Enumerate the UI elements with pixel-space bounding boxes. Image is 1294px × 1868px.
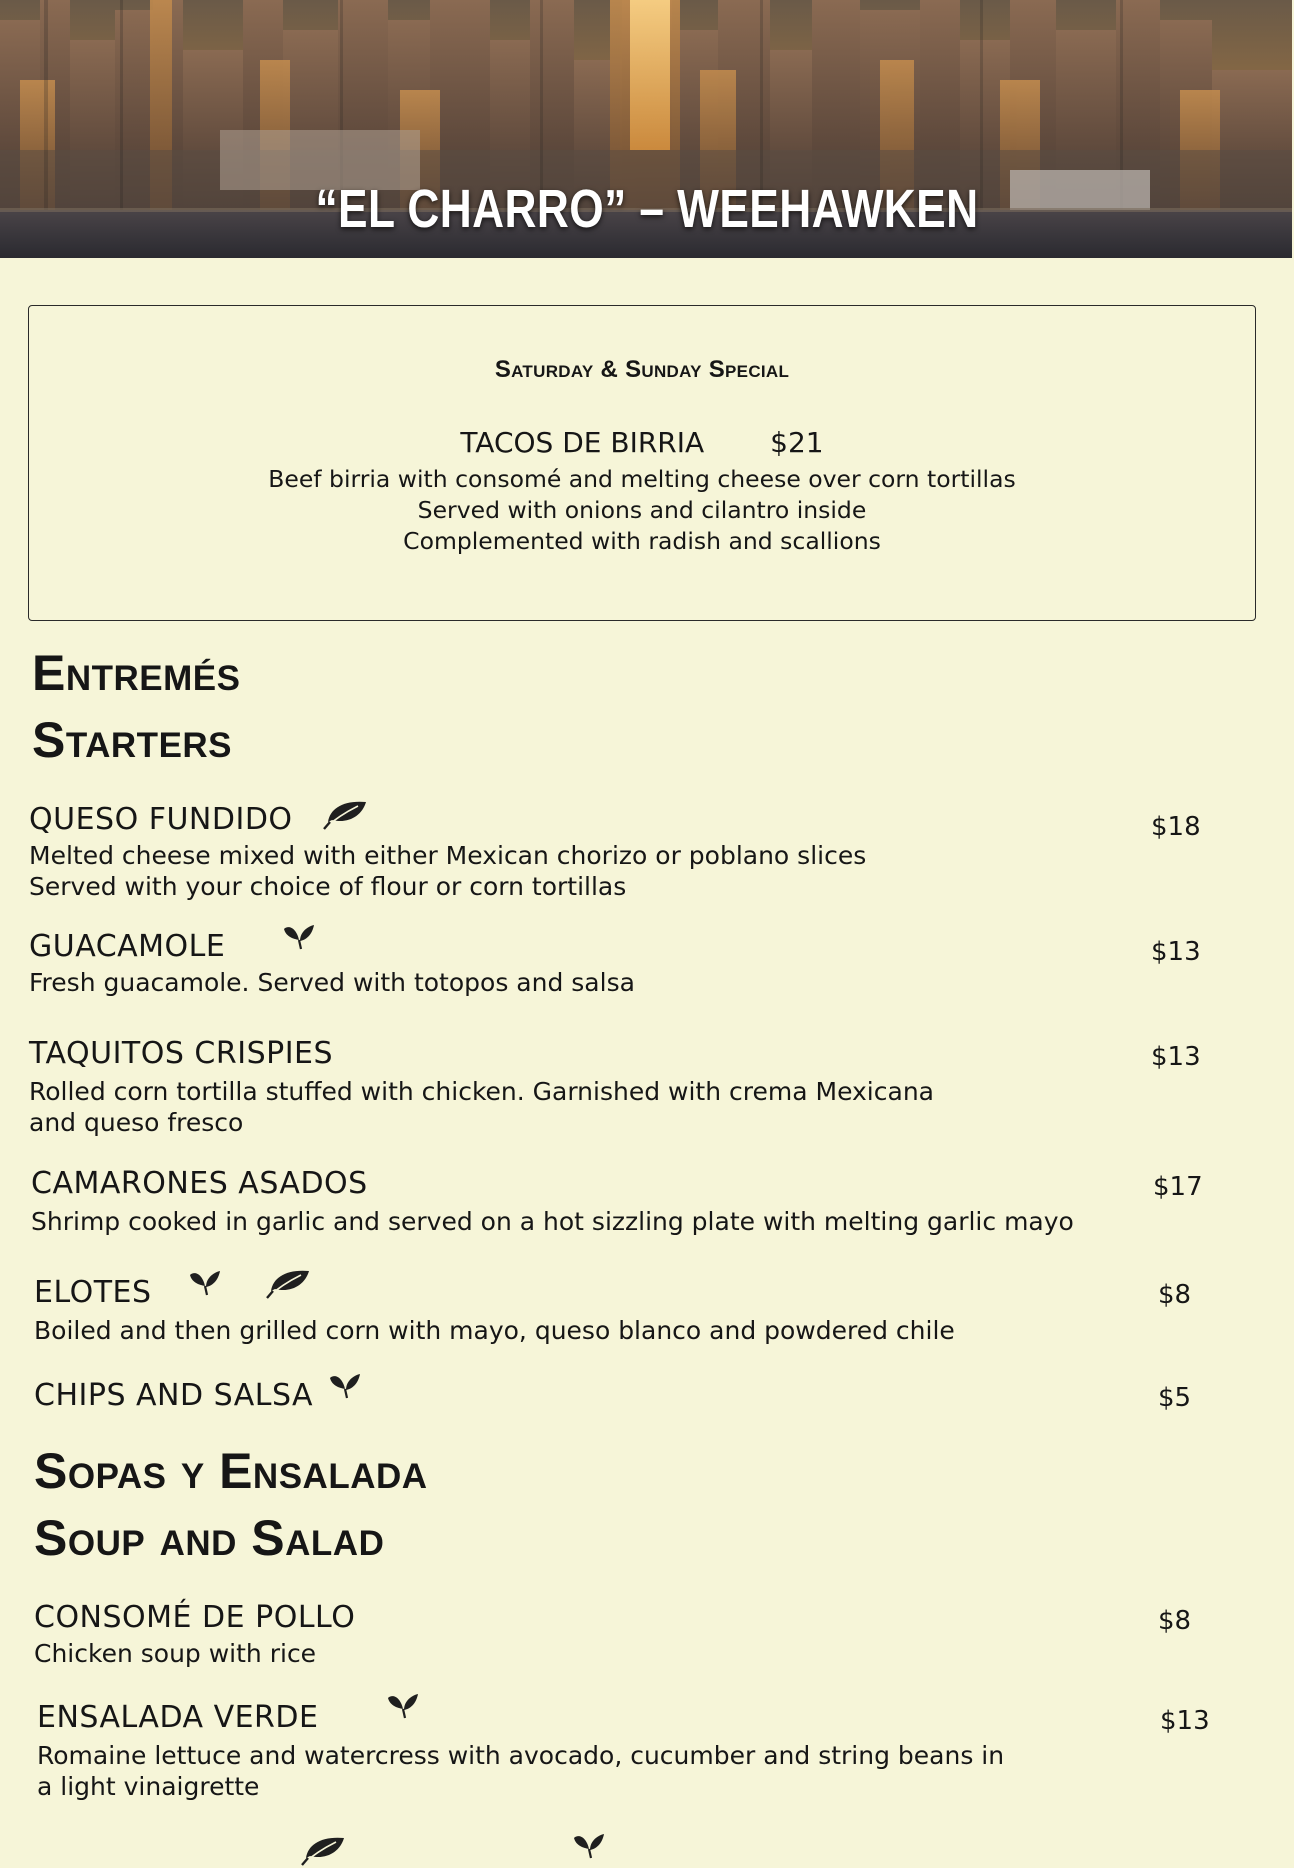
item-name: CAMARONES ASADOS bbox=[31, 1166, 368, 1201]
item-desc bbox=[29, 1076, 934, 1138]
item-desc bbox=[34, 1638, 316, 1669]
vegetarian-leaf-icon bbox=[282, 923, 318, 953]
vegetarian-leaf-icon bbox=[188, 1269, 224, 1299]
item-desc-line: and queso fresco bbox=[29, 1108, 244, 1137]
special-dish-price: $21 bbox=[770, 426, 824, 459]
item-name: ENSALADA VERDE bbox=[37, 1700, 319, 1735]
soups-heading-es: Sopas y Ensalada bbox=[34, 1443, 428, 1499]
item-price: $8 bbox=[1158, 1280, 1192, 1310]
item-price: $13 bbox=[1151, 1042, 1201, 1072]
starters-heading-es: Entremés bbox=[32, 645, 241, 701]
item-name: CONSOMÉ DE POLLO bbox=[34, 1600, 356, 1635]
item-desc-line: Shrimp cooked in garlic and served on a hot sizzling plate with melting garlic mayo bbox=[31, 1207, 1074, 1236]
item-price: $5 bbox=[1158, 1383, 1192, 1413]
item-price: $17 bbox=[1153, 1172, 1203, 1202]
special-desc-line: Served with onions and cilantro inside bbox=[417, 496, 867, 524]
item-desc bbox=[29, 840, 866, 902]
item-desc bbox=[37, 1740, 1004, 1802]
vegetarian-leaf-icon bbox=[328, 1372, 364, 1402]
special-description bbox=[29, 464, 1255, 557]
item-desc-line: Melted cheese mixed with either Mexican chorizo or poblano slices bbox=[29, 841, 867, 870]
item-desc bbox=[34, 1315, 955, 1346]
item-name: QUESO FUNDIDO bbox=[29, 802, 293, 837]
special-desc-line: Beef birria with consomé and melting cheese over corn tortillas bbox=[268, 465, 1016, 493]
special-title: Saturday & Sunday Special bbox=[494, 356, 790, 383]
weekend-special-box bbox=[28, 305, 1256, 621]
item-desc-line: Chicken soup with rice bbox=[34, 1639, 317, 1668]
item-name: GUACAMOLE bbox=[29, 929, 226, 964]
restaurant-title: “EL CHARRO” – WEEHAWKEN bbox=[315, 179, 979, 239]
single-leaf-icon bbox=[265, 1267, 311, 1301]
vegetarian-leaf-icon bbox=[572, 1832, 608, 1862]
item-desc bbox=[29, 967, 635, 998]
item-price: $13 bbox=[1151, 937, 1201, 967]
item-desc bbox=[31, 1206, 1074, 1237]
item-desc-line: a light vinaigrette bbox=[37, 1772, 260, 1801]
item-desc-line: Romaine lettuce and watercress with avocado, cucumber and string beans in bbox=[37, 1741, 1005, 1770]
soups-heading-en: Soup and Salad bbox=[34, 1510, 385, 1566]
vegetarian-leaf-icon bbox=[386, 1692, 422, 1722]
special-desc-line: Complemented with radish and scallions bbox=[403, 527, 881, 555]
item-name: TAQUITOS CRISPIES bbox=[29, 1036, 334, 1071]
item-desc-line: Served with your choice of flour or corn tortillas bbox=[29, 872, 627, 901]
special-dish bbox=[29, 426, 1255, 459]
single-leaf-icon bbox=[322, 798, 368, 832]
item-desc-line: Boiled and then grilled corn with mayo, queso blanco and powdered chile bbox=[34, 1316, 955, 1345]
item-price: $18 bbox=[1151, 812, 1201, 842]
single-leaf-icon bbox=[300, 1834, 346, 1868]
item-price: $13 bbox=[1160, 1706, 1210, 1736]
item-name: CHIPS AND SALSA bbox=[34, 1378, 314, 1413]
starters-heading-en: Starters bbox=[32, 712, 233, 768]
item-price: $8 bbox=[1158, 1606, 1192, 1636]
header-banner bbox=[0, 0, 1294, 258]
special-dish-name: TACOS DE BIRRIA bbox=[460, 426, 705, 459]
item-desc-line: Rolled corn tortilla stuffed with chicken. Garnished with crema Mexicana bbox=[29, 1077, 934, 1106]
item-name: ELOTES bbox=[34, 1275, 152, 1310]
item-desc-line: Fresh guacamole. Served with totopos and salsa bbox=[29, 968, 635, 997]
